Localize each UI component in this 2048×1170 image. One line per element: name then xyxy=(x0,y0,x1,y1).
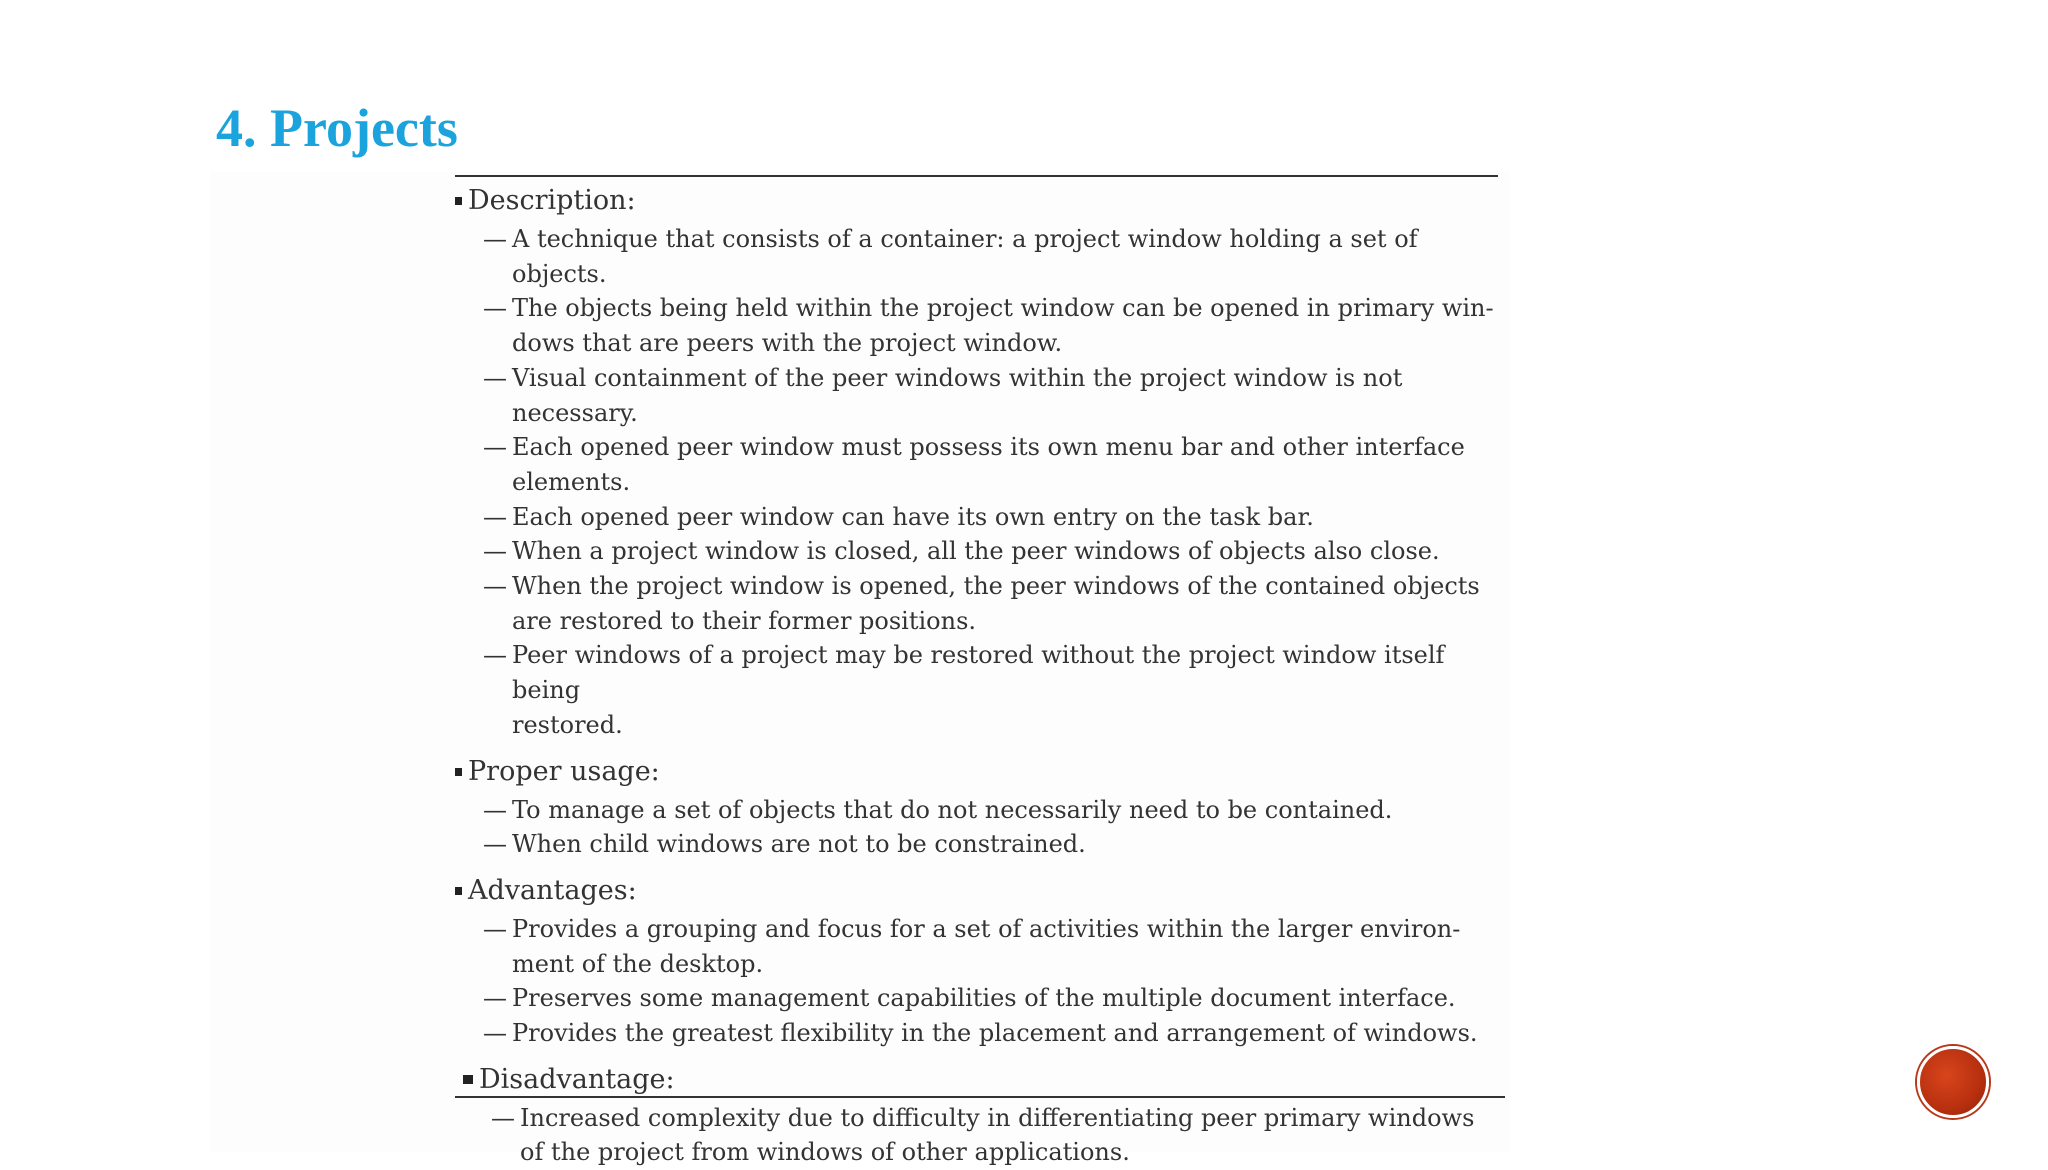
section-heading-label: Advantages: xyxy=(468,874,637,906)
section-heading-label: Proper usage: xyxy=(468,755,660,787)
section-heading xyxy=(463,1059,1515,1101)
section-heading xyxy=(455,180,1515,222)
dash-bullet: — xyxy=(491,1103,515,1132)
dash-bullet: — xyxy=(483,984,507,1013)
dash-bullet: — xyxy=(483,537,507,566)
square-bullet-icon xyxy=(455,768,462,776)
dash-bullet: — xyxy=(483,641,507,670)
slide-badge-icon xyxy=(1917,1046,1989,1118)
section-heading xyxy=(455,751,1515,793)
list-item-text: A technique that consists of a container: a project window holding a set of objects. xyxy=(512,225,1418,288)
list-item xyxy=(455,500,1515,535)
list-item xyxy=(455,569,1515,638)
dash-bullet: — xyxy=(483,572,507,601)
square-bullet-icon xyxy=(463,1075,473,1084)
section-disadvantage xyxy=(455,1059,1515,1170)
list-item-text: When the project window is opened, the peer windows of the contained objects are restored to their former positions. xyxy=(512,572,1480,635)
section-proper-usage xyxy=(455,751,1515,862)
list-item xyxy=(455,638,1515,742)
dash-bullet: — xyxy=(483,225,507,253)
list-item xyxy=(455,361,1515,430)
square-bullet-icon xyxy=(455,197,462,205)
dash-bullet: — xyxy=(483,1019,507,1048)
list-item-text: When child windows are not to be constrained. xyxy=(512,830,1086,859)
list-item xyxy=(455,430,1515,499)
list-item-text: The objects being held within the project window can be opened in primary win- dows that are peers with the project window. xyxy=(512,294,1494,358)
list-item-text: Provides the greatest flexibility in the placement and arrangement of windows. xyxy=(512,1019,1478,1048)
list-item xyxy=(455,534,1515,569)
list-item xyxy=(455,291,1515,360)
list-item xyxy=(455,827,1515,862)
section-heading xyxy=(455,870,1515,912)
list-item-text: To manage a set of objects that do not necessarily need to be contained. xyxy=(512,795,1393,824)
bottom-rule xyxy=(455,1096,1505,1098)
list-item-text: Peer windows of a project may be restored without the project window itself being restored. xyxy=(512,641,1445,739)
list-item-text: When a project window is closed, all the peer windows of objects also close. xyxy=(512,537,1440,566)
dash-bullet: — xyxy=(483,363,507,392)
dash-bullet: — xyxy=(483,795,507,824)
section-heading-label: Disadvantage: xyxy=(479,1063,675,1095)
content-text-block xyxy=(455,180,1515,1170)
square-bullet-icon xyxy=(455,887,462,895)
top-rule xyxy=(455,175,1498,177)
dash-bullet: — xyxy=(483,502,507,531)
slide-title: 4. Projects xyxy=(216,98,458,158)
list-item xyxy=(455,1016,1515,1051)
section-heading-label: Description: xyxy=(468,185,636,216)
list-item xyxy=(455,912,1515,981)
list-item-text: Visual containment of the peer windows within the project window is not necessary. xyxy=(512,363,1403,427)
dash-bullet: — xyxy=(483,914,507,943)
list-item-text: Preserves some management capabilities of the multiple document interface. xyxy=(512,984,1456,1013)
list-item xyxy=(463,1101,1515,1170)
list-item-text: Increased complexity due to difficulty in differentiating peer primary windows of the project from windows of other applications. xyxy=(520,1103,1475,1167)
list-item xyxy=(455,981,1515,1016)
section-description xyxy=(455,180,1515,743)
list-item-text: Provides a grouping and focus for a set of activities within the larger environ- ment of the desktop. xyxy=(512,914,1461,978)
list-item-text: Each opened peer window must possess its own menu bar and other interface elements. xyxy=(512,433,1465,496)
dash-bullet: — xyxy=(483,433,507,462)
dash-bullet: — xyxy=(483,830,507,859)
section-advantages xyxy=(455,870,1515,1051)
list-item xyxy=(455,793,1515,828)
list-item-text: Each opened peer window can have its own entry on the task bar. xyxy=(512,502,1314,531)
list-item xyxy=(455,222,1515,291)
dash-bullet: — xyxy=(483,294,507,323)
